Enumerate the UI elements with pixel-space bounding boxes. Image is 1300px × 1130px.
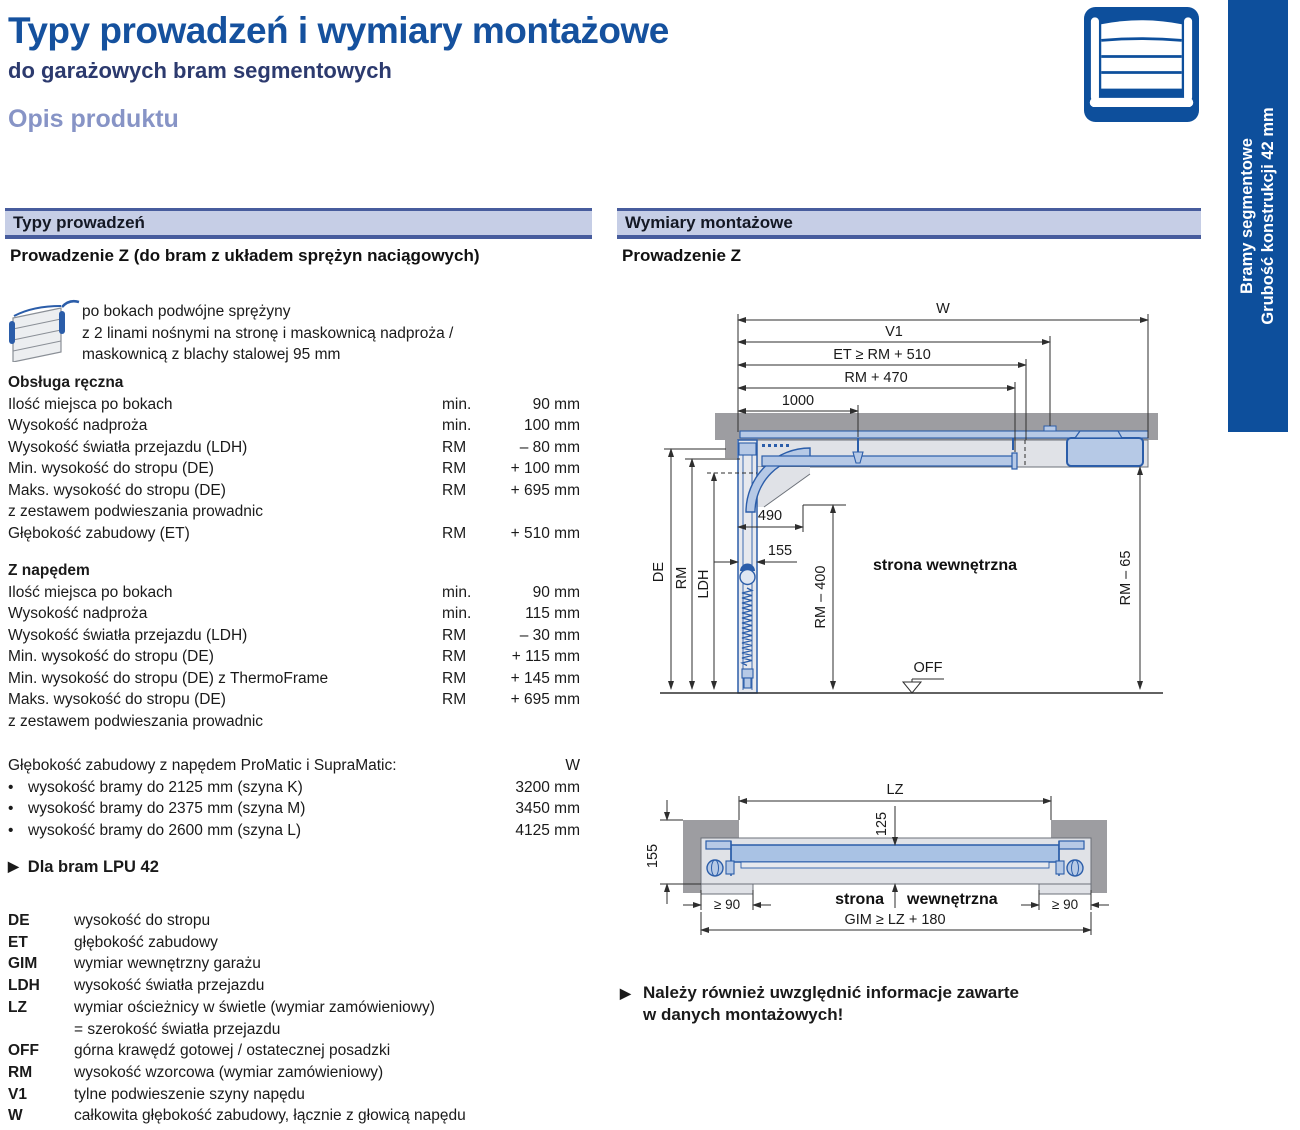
definitions-list (8, 910, 588, 1127)
dim-lz: LZ (886, 782, 904, 798)
dim-125: 125 (874, 811, 890, 837)
promatic-item: • wysokość bramy do 2600 mm (szyna L) 4125 mm (8, 821, 580, 839)
bar-wymiary-montazowe: Wymiary montażowe (617, 208, 1201, 239)
operator-head (1067, 438, 1143, 466)
heading-prowadzenie-z-right: Prowadzenie Z (622, 246, 742, 265)
definition-row: RM wysokość wzorcowa (wymiar zamówieniowy) (8, 1063, 384, 1081)
table-row: Wysokość nadproża min. 115 mm (8, 605, 580, 622)
dim-1000: 1000 (781, 393, 815, 409)
promatic-block (8, 755, 580, 841)
table-row: Min. wysokość do stropu (DE) RM + 100 mm (8, 460, 580, 477)
diagram-vertical-section (620, 285, 1205, 730)
sectional-door-icon (1083, 7, 1200, 122)
promatic-item: • wysokość bramy do 2375 mm (szyna M) 3450 mm (8, 800, 580, 817)
table-row: Ilość miejsca po bokach min. 90 mm (8, 395, 580, 413)
table-row: Maks. wysokość do stropu (DE) z zestawem podwieszania prowadnic RM + 695 mm (8, 691, 580, 730)
table-manual (8, 372, 580, 544)
label-inside-a: strona (835, 891, 884, 908)
dim-rm: RM (674, 566, 690, 590)
triangle-bullet-icon: ▶ (8, 858, 19, 874)
dim-ge90-right: ≥ 90 (1051, 897, 1079, 912)
z-track-door-icon (5, 294, 80, 362)
heading-prowadzenie-z-left: Prowadzenie Z (do bram z układem sprężyn naciągowych) (10, 246, 480, 265)
intro-line: z 2 linami nośnymi na stronę i maskownicą nadproża / (82, 324, 454, 342)
table-row: Wysokość nadproża min. 100 mm (8, 417, 580, 434)
side-tab-line2: Grubość konstrukcji 42 mm (1259, 107, 1277, 325)
montage-note (620, 982, 1019, 1026)
bottom-bracket (744, 678, 751, 688)
dim-155: 155 (767, 543, 793, 559)
definition-row: ET głębokość zabudowy (8, 933, 218, 951)
section-title: Opis produktu (8, 105, 179, 133)
dim-gim: GIM ≥ LZ + 180 (844, 912, 946, 928)
table-drive (8, 560, 580, 732)
page-subtitle: do garażowych bram segmentowych (8, 58, 392, 83)
table-row: Min. wysokość do stropu (DE) z ThermoFrame RM + 145 mm (8, 669, 580, 687)
table-drive-heading: Z napędem (8, 562, 90, 579)
lintel (725, 438, 737, 458)
dim-rm470: RM + 470 (844, 370, 908, 386)
dim-v1: V1 (885, 324, 903, 340)
horizontal-track (762, 456, 1014, 466)
dim-ge90-left: ≥ 90 (713, 897, 741, 912)
intro-line: po bokach podwójne sprężyny (82, 303, 291, 320)
note-line1: Należy również uwzględnić informacje zawarte (643, 983, 1019, 1002)
cable-drum (739, 443, 756, 455)
label-off: OFF (913, 660, 943, 676)
side-tab (1228, 0, 1288, 432)
table-row: Wysokość światła przejazdu (LDH) RM – 30 mm (8, 626, 580, 644)
dim-rm400: RM – 400 (813, 565, 829, 629)
dim-155-plan: 155 (645, 843, 661, 869)
definition-row: W całkowita głębokość zabudowy, łącznie z głowicą napędu (8, 1107, 466, 1125)
dim-ldh: LDH (696, 569, 712, 599)
promatic-heading: Głębokość zabudowy z napędem ProMatic i SupraMatic: (8, 757, 397, 774)
definition-row: V1 tylne podwieszenie szyny napędu (8, 1085, 305, 1103)
lpu-note: ▶ Dla bram LPU 42 (8, 858, 159, 876)
definition-row: DE wysokość do stropu (8, 912, 211, 929)
promatic-item: • wysokość bramy do 2125 mm (szyna K) 3200 mm (8, 778, 580, 796)
note-line2: w danych montażowych! (643, 1005, 844, 1024)
promatic-col-header: W (565, 757, 580, 774)
dim-de: DE (651, 561, 667, 583)
definition-row: LDH wysokość światła przejazdu (8, 977, 265, 995)
dim-490: 490 (757, 508, 783, 524)
rail-suspension-clip (1044, 426, 1056, 431)
definition-row: OFF górna krawędź gotowej / ostatecznej posadzki (8, 1042, 391, 1060)
label-inside-b: wewnętrzna (907, 891, 998, 908)
triangle-bullet-icon: ▶ (620, 985, 631, 1001)
intro-line: maskownicą z blachy stalowej 95 mm (82, 346, 341, 363)
label-inside: strona wewnętrzna (872, 557, 1018, 574)
diagram-plan-section (620, 755, 1205, 965)
dim-w: W (936, 301, 950, 317)
definition-row: LZ wymiar ościeżnicy w świetle (wymiar zamówieniowy) = szerokość światła przejazdu (8, 998, 435, 1038)
page-title: Typy prowadzeń i wymiary montażowe (8, 10, 669, 51)
table-row: Wysokość światła przejazdu (LDH) RM – 80 mm (8, 438, 580, 456)
definition-row: GIM wymiar wewnętrzny garażu (8, 955, 261, 973)
dim-et: ET ≥ RM + 510 (833, 347, 931, 363)
table-row: Min. wysokość do stropu (DE) RM + 115 mm (8, 648, 580, 665)
spring-pulley (740, 570, 755, 585)
table-row: Głębokość zabudowy (ET) RM + 510 mm (8, 524, 580, 542)
dim-rm65: RM – 65 (1118, 550, 1134, 606)
bar-typy-prowadzen: Typy prowadzeń (5, 208, 592, 239)
table-row: Maks. wysokość do stropu (DE) z zestawem podwieszania prowadnic RM + 695 mm (8, 481, 580, 520)
table-row: Ilość miejsca po bokach min. 90 mm (8, 583, 580, 601)
intro-text (82, 301, 453, 366)
table-manual-heading: Obsługa ręczna (8, 374, 124, 391)
side-tab-text (1237, 107, 1279, 324)
door-panel (731, 845, 1059, 862)
side-tab-line1: Bramy segmentowe (1238, 138, 1256, 294)
